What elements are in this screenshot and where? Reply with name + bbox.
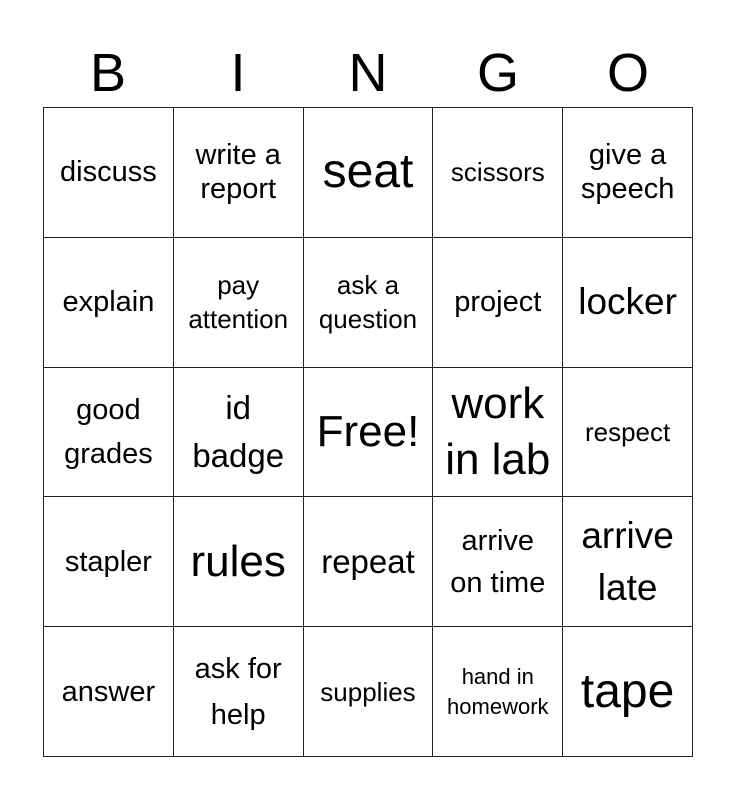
bingo-cell[interactable] [433,238,563,368]
cell-label: rules [190,536,286,586]
bingo-cell[interactable] [44,627,174,757]
bingo-cell[interactable] [433,108,563,238]
header-letter-i: I [230,43,246,103]
cell-label: locker [578,281,677,323]
bingo-cell[interactable] [174,108,304,238]
cell-label: ask for help [194,652,282,731]
bingo-cell[interactable] [304,627,434,757]
cell-label: project [454,286,542,319]
bingo-cell[interactable] [304,238,434,368]
cell-label: repeat [321,542,415,580]
cell-label: discuss [60,156,157,189]
cell-label: tape [580,664,675,718]
cell-label: stapler [64,545,152,578]
cell-label: respect [584,416,671,447]
header-letter-o: O [606,43,649,103]
cell-label: pay attention [188,270,289,335]
bingo-cell[interactable] [304,497,434,627]
cell-label: hand in homework [447,663,549,719]
bingo-cell free-cell[interactable] [304,368,434,498]
cell-label: Free! [316,406,420,456]
cell-label: scissors [450,157,545,188]
bingo-cell[interactable] [174,238,304,368]
bingo-cell[interactable] [44,108,174,238]
header-letter-b: B [89,43,127,103]
bingo-cell[interactable] [44,238,174,368]
bingo-cell[interactable] [174,497,304,627]
bingo-cell[interactable] [563,108,693,238]
bingo-cell[interactable] [433,627,563,757]
bingo-cell[interactable] [433,368,563,498]
cell-label: explain [62,286,155,319]
bingo-board [43,107,693,757]
bingo-cell[interactable] [563,627,693,757]
cell-label: arrive on time [450,524,546,599]
bingo-cell[interactable] [174,368,304,498]
bingo-header [43,38,693,108]
cell-label: good grades [64,393,153,470]
bingo-cell[interactable] [44,368,174,498]
cell-label: supplies [320,676,416,707]
cell-label: seat [322,145,414,199]
cell-label: write a report [195,139,281,206]
cell-label: work in lab [445,378,551,484]
bingo-cell[interactable] [433,497,563,627]
bingo-cell[interactable] [563,368,693,498]
header-letter-n: N [348,43,388,103]
cell-label: give a speech [580,139,675,206]
bingo-cell[interactable] [563,497,693,627]
header-letter-g: G [476,43,519,103]
bingo-cell[interactable] [563,238,693,368]
cell-label: id badge [192,388,285,474]
bingo-cell[interactable] [304,108,434,238]
cell-label: ask a question [318,270,418,335]
bingo-cell[interactable] [174,627,304,757]
bingo-cell[interactable] [44,497,174,627]
cell-label: arrive late [581,514,674,608]
cell-label: answer [61,675,156,708]
